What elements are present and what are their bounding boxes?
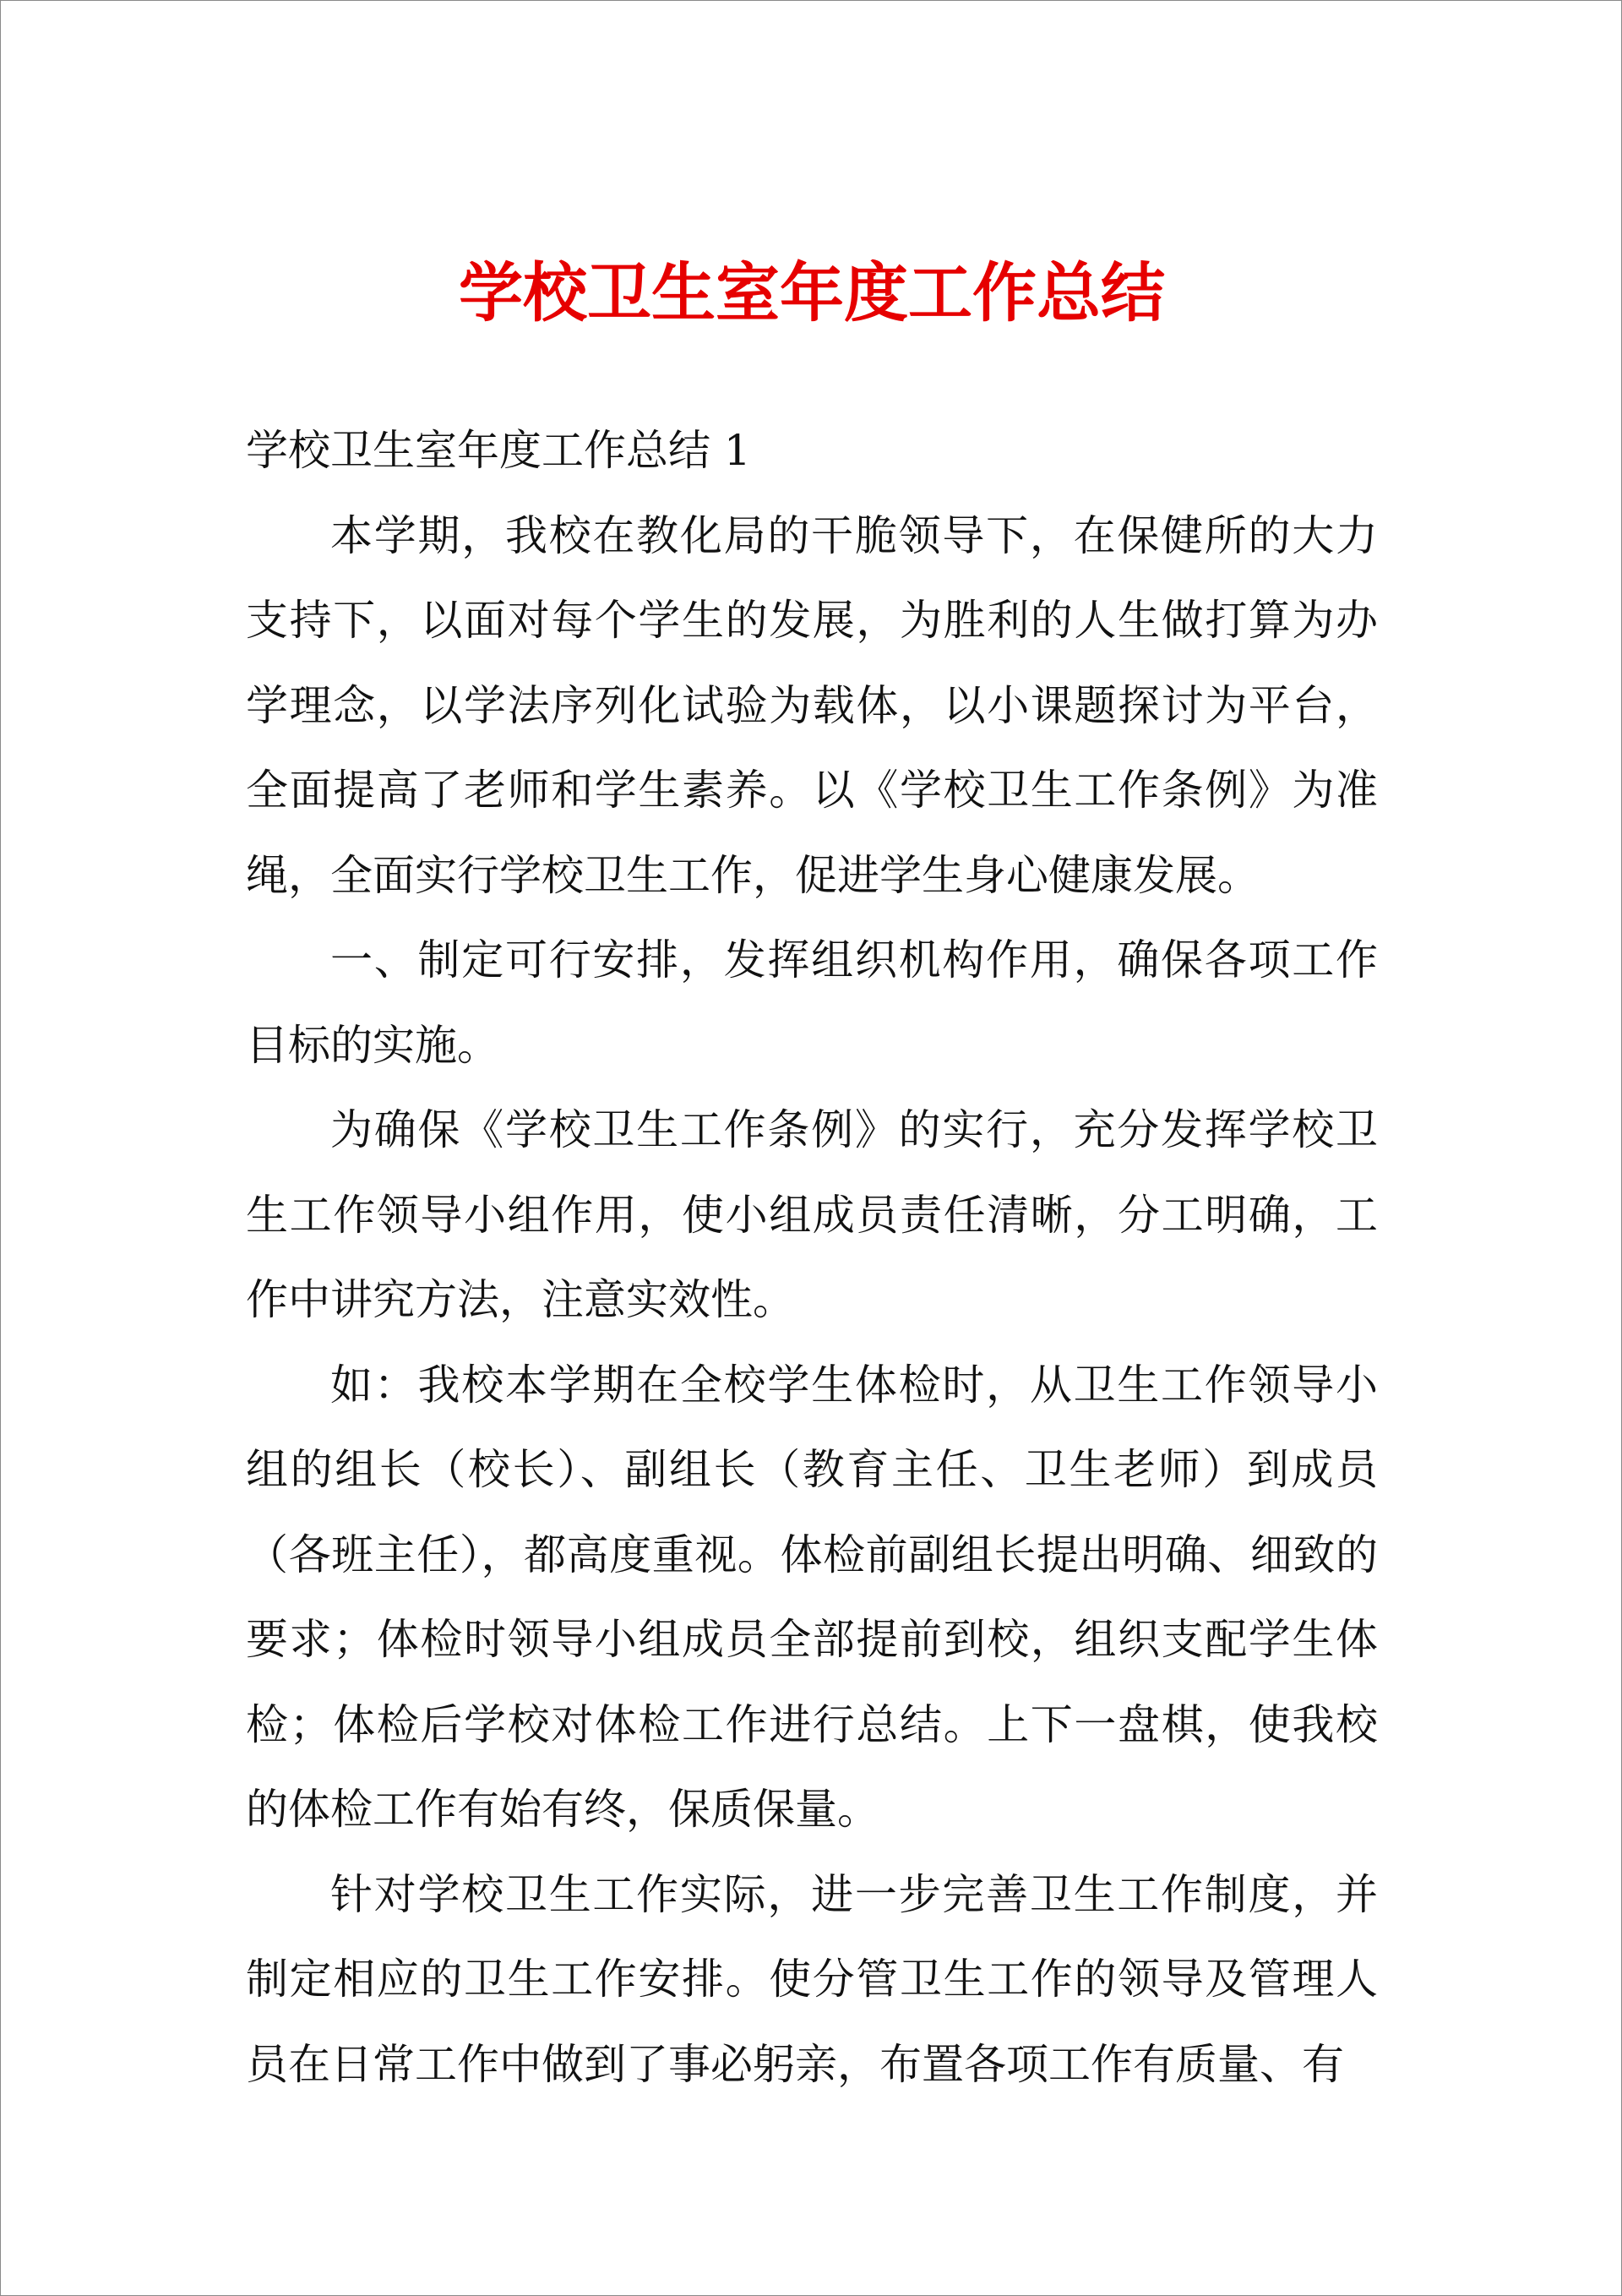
paragraph-hygiene-system: 针对学校卫生工作实际，进一步完善卫生工作制度，并制定相应的卫生工作安排。使分管卫生工作的领导及管理人员在日常工作中做到了事必躬亲，布置各项工作有质量、有 — [246, 1869, 1378, 2089]
paragraph-intro: 本学期，我校在教化局的干脆领导下，在保健所的大力支持下，以面对每个学生的发展，为胜利的人生做打算为办学理念，以学法序列化试验为载体，以小课题探讨为平台，全面提高了老师和学生素养。以《学校卫生工作条例》为准绳，全面实行学校卫生工作，促进学生身心健康发展。 — [246, 510, 1378, 900]
section-heading: 学校卫生室年度工作总结 1 — [246, 426, 751, 475]
document-body — [246, 408, 1378, 2107]
paragraph-section-one-heading: 一、制定可行安排，发挥组织机构作用，确保各项工作目标的实施。 — [246, 935, 1378, 1070]
document-title: 学校卫生室年度工作总结 — [459, 255, 1165, 330]
paragraph-leadership-group: 为确保《学校卫生工作条例》的实行，充分发挥学校卫生工作领导小组作用，使小组成员责任清晰，分工明确，工作中讲究方法，注意实效性。 — [246, 1105, 1378, 1324]
paragraph-physical-exam-example: 如：我校本学期在全校学生体检时，从卫生工作领导小组的组长（校长）、副组长（教育主任、卫生老师）到成员（各班主任），都高度重视。体检前副组长提出明确、细致的要求；体检时领导小组成员全部提前到校，组织支配学生体检；体检后学校对体检工作进行总结。上下一盘棋，使我校的体检工作有始有终，保质保量。 — [246, 1360, 1378, 1834]
